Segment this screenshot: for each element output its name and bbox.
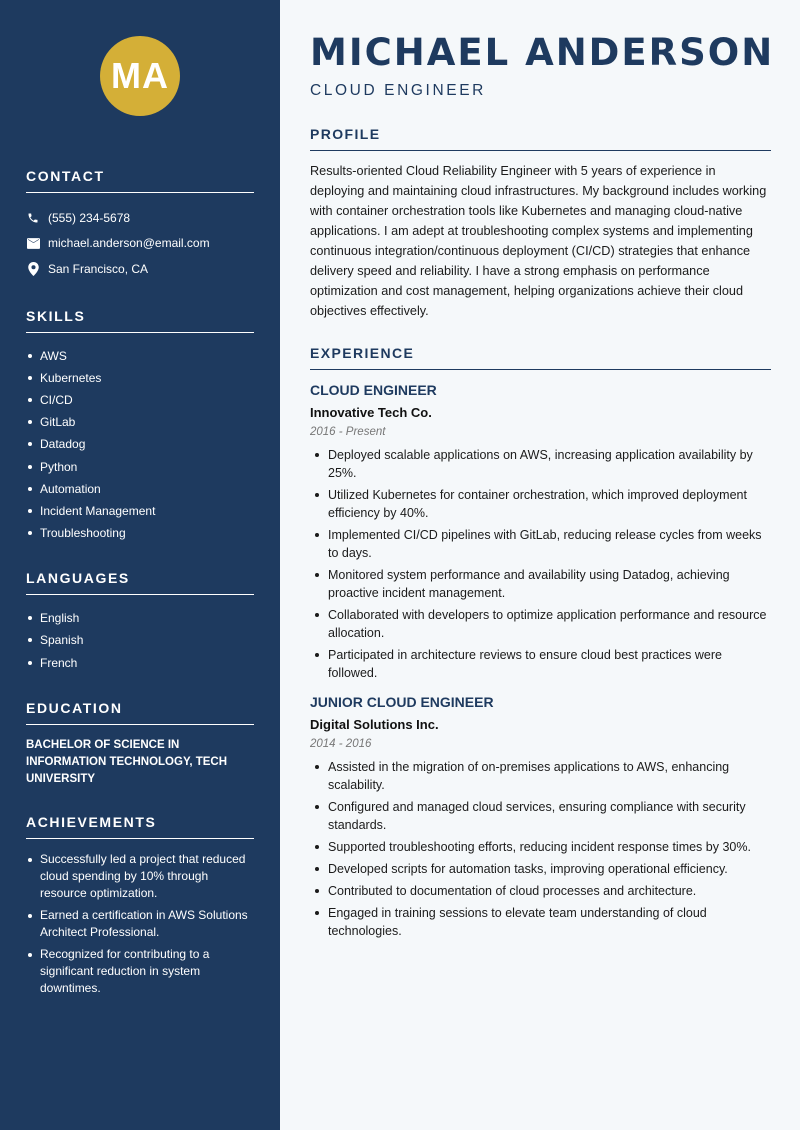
job-bullets (310, 446, 771, 682)
skill-item: Troubleshooting (26, 522, 254, 544)
skill-item: Kubernetes (26, 367, 254, 389)
location-text: San Francisco, CA (48, 261, 149, 276)
profile-text: Results-oriented Cloud Reliability Engineer with 5 years of experience in deploying and maintaining cloud infrastructures. My background includes working with container orchestration tools like Kubernetes and managing cloud-native applications. I am adept at troubleshooting complex systems and implementing continuous integration/continuous deployment (CI/CD) strategies that enhance delivery speed and reliability. I have a strong emphasis on performance optimization and cost management, helping organizations achieve their cloud objectives effectively. (310, 164, 767, 318)
skill-item: Automation (26, 478, 254, 500)
job-bullet: Configured and managed cloud services, ensuring compliance with security standards. (310, 798, 771, 834)
candidate-name: MICHAEL ANDERSON (310, 31, 775, 74)
skill-item: AWS (26, 345, 254, 367)
job-bullet: Collaborated with developers to optimize application performance and resource allocation. (310, 606, 771, 642)
job-bullet: Developed scripts for automation tasks, improving operational efficiency. (310, 860, 771, 878)
skill-item: Incident Management (26, 500, 254, 522)
skills-list (26, 345, 254, 545)
contact-email (26, 231, 254, 257)
job-bullet: Supported troubleshooting efforts, reducing incident response times by 30%. (310, 838, 771, 856)
job-bullet: Utilized Kubernetes for container orchestration, which improved deployment efficiency by 40%. (310, 486, 771, 522)
job-bullet: Participated in architecture reviews to ensure cloud best practices were followed. (310, 646, 771, 682)
contact-heading: CONTACT (26, 168, 254, 193)
job-dates: 2014 - 2016 (310, 738, 372, 750)
language-item: English (26, 607, 254, 629)
job-title: CLOUD ENGINEER (310, 382, 437, 398)
job-bullet: Monitored system performance and availability using Datadog, achieving proactive incident management. (310, 566, 771, 602)
skills-heading: SKILLS (26, 308, 254, 333)
language-item: French (26, 652, 254, 674)
skill-item: Datadog (26, 433, 254, 455)
achievements-heading: ACHIEVEMENTS (26, 814, 254, 839)
location-pin-icon (26, 262, 40, 276)
job-bullet: Implemented CI/CD pipelines with GitLab, reducing release cycles from weeks to days. (310, 526, 771, 562)
contact-section (26, 168, 254, 282)
languages-heading: LANGUAGES (26, 570, 254, 595)
education-degree: BACHELOR OF SCIENCE IN INFORMATION TECHNOLOGY, TECH UNIVERSITY (26, 738, 228, 785)
email-text: michael.anderson@email.com (48, 236, 210, 251)
job-bullet: Contributed to documentation of cloud processes and architecture. (310, 882, 771, 900)
achievement-item: Successfully led a project that reduced cloud spending by 10% through resource optimization. (26, 851, 254, 902)
achievements-list (26, 851, 254, 997)
experience-section (310, 345, 771, 940)
job-company: Digital Solutions Inc. (310, 717, 439, 732)
job-bullet: Assisted in the migration of on-premises applications to AWS, enhancing scalability. (310, 758, 771, 794)
achievement-item: Recognized for contributing to a significant reduction in system downtimes. (26, 946, 254, 997)
job-bullet: Deployed scalable applications on AWS, increasing application availability by 25%. (310, 446, 771, 482)
skill-item: GitLab (26, 411, 254, 433)
job-bullets (310, 758, 771, 940)
languages-section (26, 570, 254, 674)
education-section (26, 700, 254, 788)
job-title-header: CLOUD ENGINEER (310, 82, 486, 99)
languages-list (26, 607, 254, 674)
skills-section (26, 308, 254, 545)
phone-text: (555) 234-5678 (48, 210, 131, 225)
job-bullet: Engaged in training sessions to elevate team understanding of cloud technologies. (310, 904, 771, 940)
achievements-section (26, 814, 254, 997)
phone-icon (26, 211, 40, 225)
achievement-item: Earned a certification in AWS Solutions Architect Professional. (26, 907, 254, 941)
job-entry (310, 694, 771, 940)
job-company: Innovative Tech Co. (310, 405, 432, 420)
email-icon (26, 236, 40, 250)
experience-heading: EXPERIENCE (310, 345, 771, 370)
job-dates: 2016 - Present (310, 426, 386, 438)
skill-item: CI/CD (26, 389, 254, 411)
language-item: Spanish (26, 629, 254, 651)
initials-avatar: MA (100, 36, 180, 116)
contact-phone (26, 205, 254, 231)
job-entry (310, 382, 771, 682)
profile-heading: PROFILE (310, 126, 771, 151)
contact-location (26, 256, 254, 282)
education-heading: EDUCATION (26, 700, 254, 725)
sidebar (0, 0, 280, 1130)
skill-item: Python (26, 455, 254, 477)
profile-section (310, 126, 771, 321)
job-title: JUNIOR CLOUD ENGINEER (310, 694, 494, 710)
main-content (280, 0, 800, 1130)
